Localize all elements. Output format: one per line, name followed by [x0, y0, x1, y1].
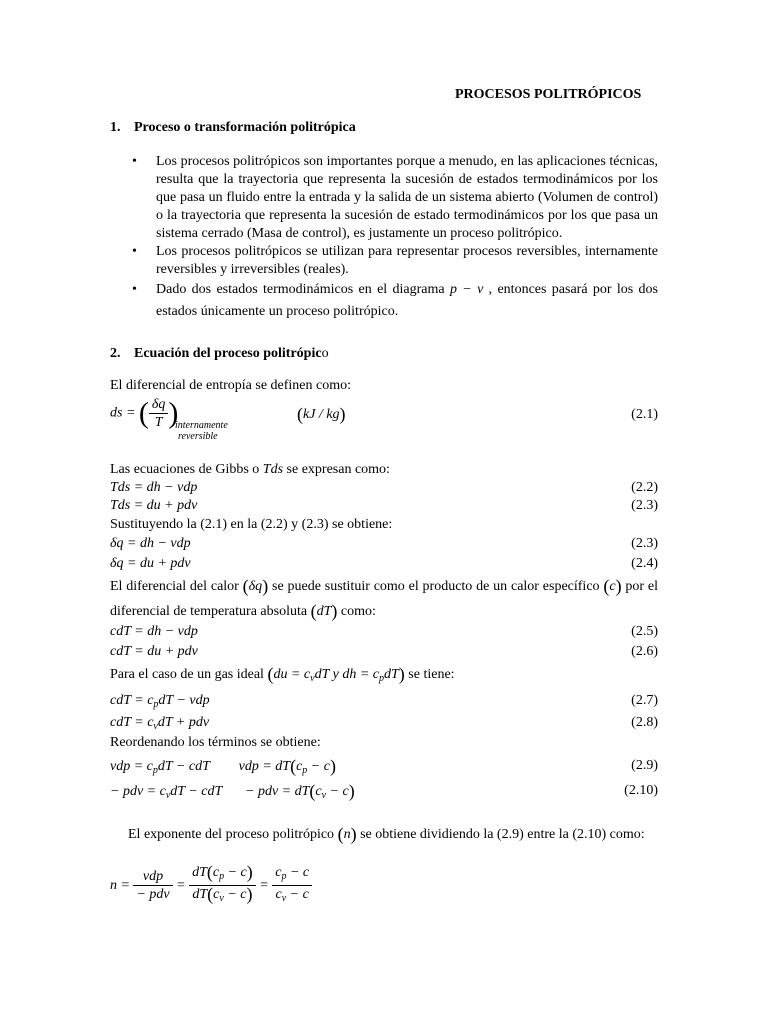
eq27-number: (2.7): [631, 693, 658, 708]
eq21-subscript-2: reversible: [178, 431, 218, 442]
bullet-item: • Los procesos politrópicos se utilizan para representar procesos reversibles, internamente reversibles y irreversibles (reales).: [110, 243, 658, 279]
page-title: PROCESOS POLITRÓPICOS: [455, 87, 642, 102]
eq23-number: (2.3): [631, 498, 658, 513]
paragraph-gibbs: Las ecuaciones de Gibbs o Tds se expresan como:: [110, 462, 390, 477]
eq21-units: (kJ / kg): [297, 404, 346, 424]
equation-2-4: δq = du + pdv: [110, 556, 191, 571]
paragraph-reorder: Reordenando los términos se obtiene:: [110, 735, 321, 750]
eq24-number: (2.4): [631, 556, 658, 571]
paragraph-substitution: Sustituyendo la (2.1) en la (2.2) y (2.3) se obtiene:: [110, 517, 393, 532]
equation-2-9: vdp = $c_pdT$ − cdT vdp = $dT(c_p - c)$: [110, 756, 336, 776]
bullet-list: [110, 153, 658, 323]
equation-2-3b: δq = dh − vdp: [110, 536, 191, 551]
equation-2-3: Tds = du + pdv: [110, 498, 198, 513]
eq23b-number: (2.3): [631, 536, 658, 551]
paragraph-heat: El diferencial del calor (δq) se puede sustituir como el producto de un calor específico (c) por el diferencial de temperatura absoluta (dT) como:: [110, 576, 659, 621]
paragraph-entropy: El diferencial de entropía se definen como:: [110, 378, 352, 393]
equation-2-10: − pdv = $c_vdT$ − cdT − pdv = $dT(c_v - c)$: [110, 781, 355, 801]
eq26-number: (2.6): [631, 644, 658, 659]
eq21-number: (2.1): [631, 407, 658, 422]
equation-exponent-n: n = $\frac{\text{vdp}}{\text{− pdv}}$ = $\frac{dT(c_p - c)}{dT(c_v - c)}$ = $\frac{c_p - c}{c_v - c}$: [110, 864, 312, 907]
equation-2-8: cdT = $c_vdT$ + pdv: [110, 715, 210, 732]
eq29-number: (2.9): [631, 758, 658, 773]
eq21-subscript-1: internamente: [175, 420, 228, 431]
equation-2-6: cdT = du + pdv: [110, 644, 198, 659]
equation-2-5: cdT = dh − vdp: [110, 624, 198, 639]
equation-2-7: cdT = $c_pdT$ − vdp: [110, 693, 210, 710]
paragraph-ideal-gas: Para el caso de un gas ideal ($du = c_vdT$ y dh = $c_pdT$) se tiene:: [110, 664, 455, 684]
eq22-number: (2.2): [631, 480, 658, 495]
eq25-number: (2.5): [631, 624, 658, 639]
bullet-item: • Los procesos politrópicos son importantes porque a menudo, en las aplicaciones técnicas, resulta que la trayectoria que representa la sucesión de estados termodinámicos por los que pasa un fluido entre la entrada y la salida de un sistema abierto (Volumen de control) o la trayectoria que representa la sucesión de estado termodinámicos por los que pasa un sistema cerrado (Masa de control), es justamente un proceso politrópico.: [110, 153, 658, 243]
equation-2-2: Tds = dh − vdp: [110, 480, 198, 495]
eq210-number: (2.10): [624, 783, 658, 798]
equation-2-1: ds = ( $\frac{\delta q}{T}$ ): [110, 396, 179, 430]
eq28-number: (2.8): [631, 715, 658, 730]
paragraph-exponent: El exponente del proceso politrópico (n) se obtiene dividiendo la (2.9) entre la (2.10) como:: [128, 824, 645, 844]
bullet-item: • Dado dos estados termodinámicos en el diagrama p − v , entonces pasará por los dos estados únicamente un proceso politrópico.: [110, 279, 658, 323]
